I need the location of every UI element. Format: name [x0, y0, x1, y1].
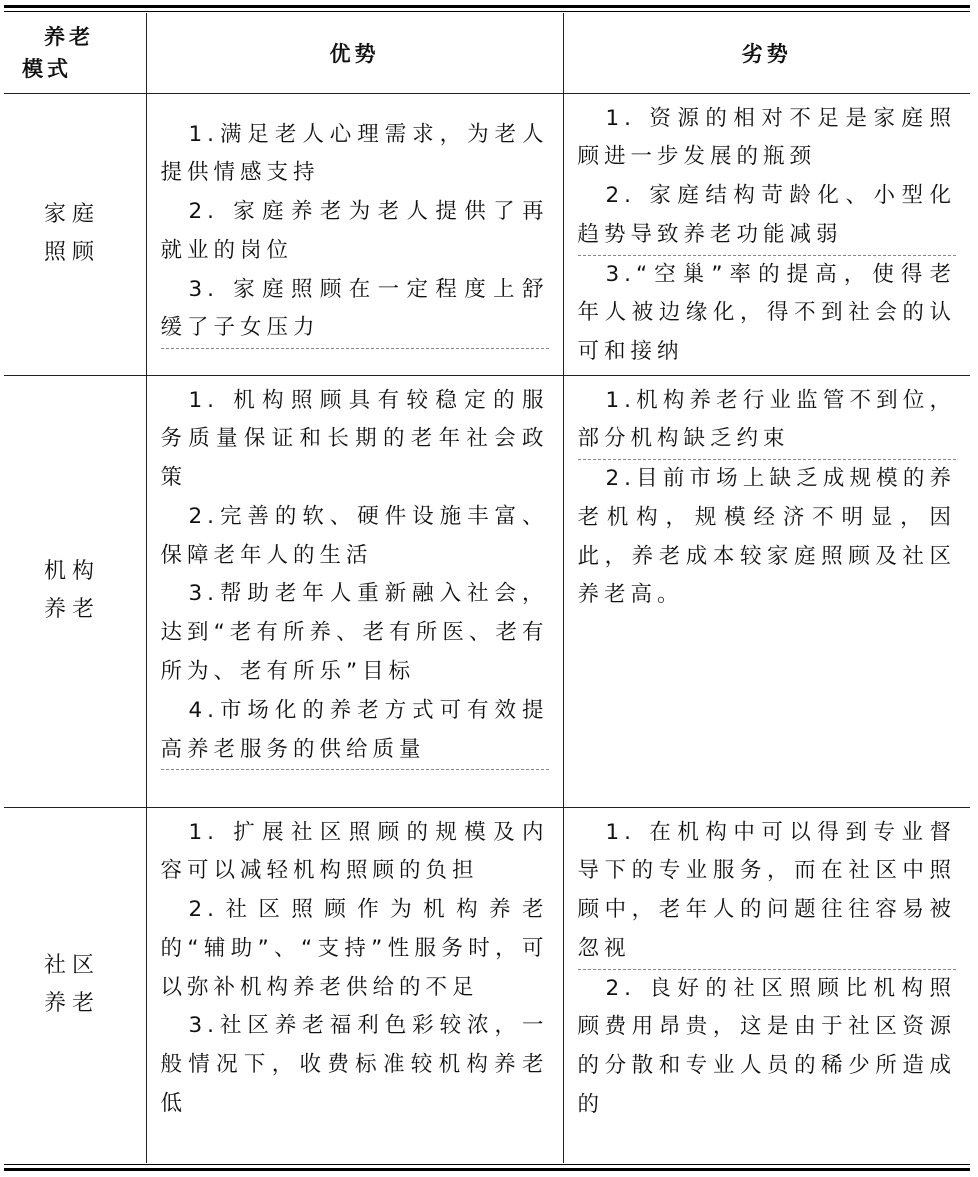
- row-mode-line1: 机构: [44, 559, 101, 584]
- header-row: [4, 13, 970, 93]
- row-mode: [4, 93, 146, 375]
- advantage-item: 3.社区养老福利色彩较浓，一般情况下，收费标准较机构养老低: [160, 1013, 549, 1117]
- disadvantages-cell: [563, 375, 970, 807]
- table-row: [4, 375, 970, 807]
- header-mode-line1: 养老: [44, 24, 94, 49]
- disadvantage-item: 2. 良好的社区照顾比机构照顾费用昂贵，这是由于社区资源的分散和专业人员的稀少所造成的: [577, 975, 956, 1118]
- row-mode-line2: 养老: [44, 991, 101, 1017]
- header-mode: [4, 13, 146, 93]
- advantage-item: 4.市场化的养老方式可有效提高养老服务的供给质量: [161, 692, 549, 771]
- advantage-item: 3.帮助老年人重新融入社会，达到“老有所养、老有所医、老有所为、老有所乐”目标: [160, 581, 549, 685]
- header-mode-line2: 模式: [22, 56, 72, 81]
- disadvantage-item: 1. 在机构中可以得到专业督导下的专业服务，而在社区中照顾中，老年人的问题往往容易被忽视: [578, 814, 957, 970]
- row-mode: [4, 807, 146, 1163]
- top-double-rule-thick: [4, 5, 970, 8]
- row-mode: [4, 375, 146, 807]
- row-mode-line1: 家庭: [44, 202, 101, 227]
- disadvantage-item: 2.目前市场上缺乏成规模的养老机构，规模经济不明显，因此，养老成本较家庭照顾及社区养老高。: [577, 466, 956, 608]
- advantages-cell: [146, 375, 563, 807]
- disadvantages-cell: [563, 807, 970, 1163]
- disadvantage-item: 1. 资源的相对不足是家庭照顾进一步发展的瓶颈: [577, 105, 956, 170]
- elderly-care-comparison-table: [4, 13, 970, 1163]
- row-mode-line2: 照顾: [44, 240, 101, 265]
- table-row: [4, 93, 970, 375]
- disadvantage-item: 1.机构养老行业监管不到位，部分机构缺乏约束: [578, 382, 957, 461]
- advantage-item: 1. 机构照顾具有较稳定的服务质量保证和长期的老年社会政策: [160, 387, 549, 491]
- row-mode-line2: 养老: [44, 597, 101, 622]
- advantage-item: 1.满足老人心理需求，为老人提供情感支持: [160, 121, 549, 186]
- top-double-rule-thin: [4, 11, 970, 12]
- advantage-item: 2. 家庭养老为老人提供了再就业的岗位: [160, 199, 549, 263]
- disadvantage-item: 2. 家庭结构苛龄化、小型化趋势导致养老功能减弱: [578, 177, 957, 256]
- advantage-item: 2.完善的软、硬件设施丰富、保障老年人的生活: [160, 503, 549, 568]
- advantage-item: 3. 家庭照顾在一定程度上舒缓了子女压力: [161, 271, 549, 350]
- advantage-item: 2.社区照顾作为机构养老的“辅助”、“支持”性服务时，可以弥补机构养老供给的不足: [160, 897, 549, 1000]
- header-disadvantages: 劣势: [563, 13, 970, 93]
- bottom-double-rule-thin: [4, 1164, 970, 1165]
- disadvantage-item: 3.“空巢”率的提高，使得老年人被边缘化，得不到社会的认可和接纳: [577, 261, 956, 365]
- advantages-cell: [146, 93, 563, 375]
- table-row: [4, 807, 970, 1163]
- advantages-cell: [146, 807, 563, 1163]
- advantage-item: 1. 扩展社区照顾的规模及内容可以减轻机构照顾的负担: [160, 819, 549, 884]
- row-mode-line1: 社区: [44, 953, 101, 979]
- bottom-double-rule-thick: [4, 1168, 970, 1171]
- header-advantages: 优势: [146, 13, 563, 93]
- disadvantages-cell: [563, 93, 970, 375]
